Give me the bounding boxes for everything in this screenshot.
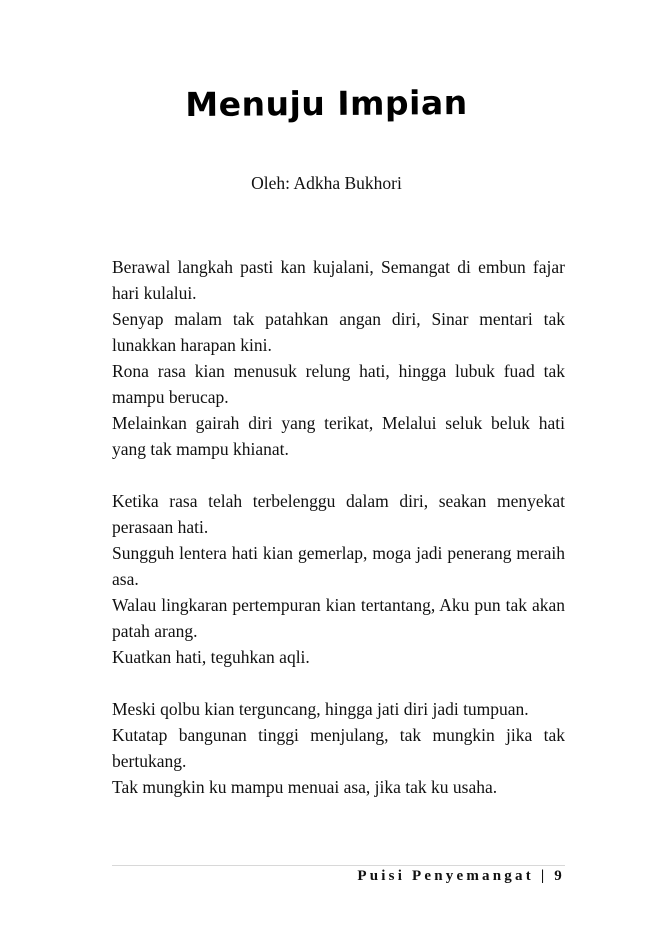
poem-line: Rona rasa kian menusuk relung hati, hingga lubuk fuad tak mampu berucap.: [112, 361, 565, 407]
poem-title: Menuju Impian: [185, 83, 468, 124]
poem-body: [112, 254, 565, 826]
poem-line: Kuatkan hati, teguhkan aqli.: [112, 647, 310, 667]
poem-line: Sungguh lentera hati kian gemerlap, moga jadi penerang meraih asa.: [112, 543, 565, 589]
poem-author: Oleh: Adkha Bukhori: [251, 173, 402, 193]
poem-line: Walau lingkaran pertempuran kian tertantang, Aku pun tak akan patah arang.: [112, 595, 565, 641]
footer-divider: [112, 865, 565, 866]
poem-line: Kutatap bangunan tinggi menjulang, tak mungkin jika tak bertukang.: [112, 725, 565, 771]
poem-line: Tak mungkin ku mampu menuai asa, jika tak ku usaha.: [112, 777, 498, 797]
page-footer: Puisi Penyemangat | 9: [357, 868, 565, 884]
poem-line: Melainkan gairah diri yang terikat, Melalui seluk beluk hati yang tak mampu khianat.: [112, 413, 565, 459]
poem-line: Senyap malam tak patahkan angan diri, Sinar mentari tak lunakkan harapan kini.: [112, 309, 565, 355]
poem-line: Berawal langkah pasti kan kujalani, Semangat di embun fajar hari kulalui.: [112, 257, 565, 303]
stanza-2: [112, 488, 565, 670]
stanza-3: [112, 696, 565, 800]
stanza-1: [112, 254, 565, 462]
poem-line: Meski qolbu kian terguncang, hingga jati diri jadi tumpuan.: [112, 699, 529, 719]
poem-line: Ketika rasa telah terbelenggu dalam diri, seakan menyekat perasaan hati.: [112, 491, 565, 537]
